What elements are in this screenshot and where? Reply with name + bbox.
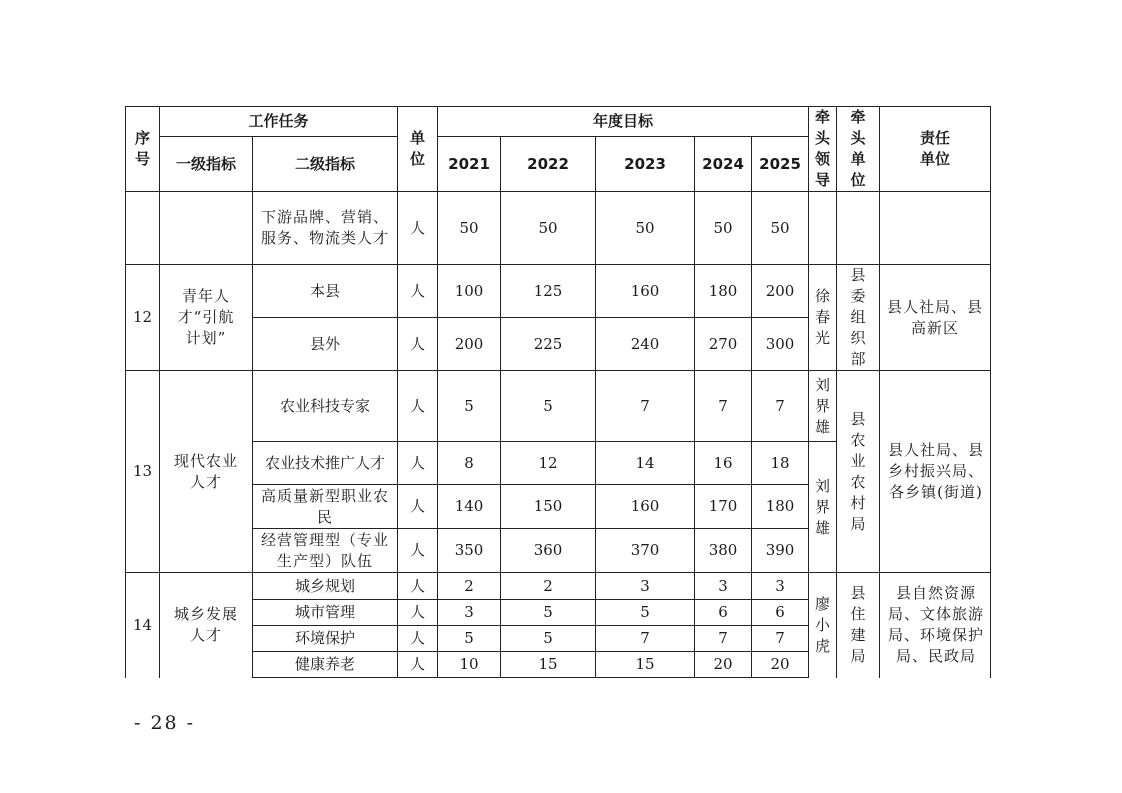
level1-cell: 青年人才“引航计划” [160,265,253,371]
value-cell: 390 [752,529,809,573]
header-year: 2021 [438,137,501,192]
value-cell: 5 [501,626,596,652]
value-cell: 5 [501,371,596,442]
header-task: 工作任务 [160,107,398,137]
level2-cell: 农业科技专家 [253,371,398,442]
header-unit: 单位 [398,107,438,192]
value-cell: 7 [752,626,809,652]
value-cell: 2 [501,573,596,600]
value-cell: 160 [596,265,695,318]
leader-cell: 廖小虎 [809,573,837,678]
level1-cell [160,192,253,265]
value-cell: 50 [752,192,809,265]
value-cell: 12 [501,442,596,485]
unit-cell: 人 [398,652,438,678]
unit-cell: 人 [398,265,438,318]
level2-cell: 高质量新型职业农民 [253,485,398,529]
value-cell: 14 [596,442,695,485]
value-cell: 15 [501,652,596,678]
level2-cell: 城乡规划 [253,573,398,600]
value-cell: 5 [438,626,501,652]
level2-cell: 城市管理 [253,600,398,626]
level2-cell: 下游品牌、营销、服务、物流类人才 [253,192,398,265]
seq-cell: 14 [126,573,160,678]
value-cell: 150 [501,485,596,529]
header-seq: 序号 [126,107,160,192]
header-lead-unit: 牵头单位 [837,107,880,192]
seq-cell: 12 [126,265,160,371]
value-cell: 16 [695,442,752,485]
table-row [126,265,991,318]
value-cell: 3 [752,573,809,600]
value-cell: 370 [596,529,695,573]
header-row-1 [126,107,991,137]
lead-unit-cell [837,192,880,265]
level2-cell: 本县 [253,265,398,318]
value-cell: 160 [596,485,695,529]
value-cell: 200 [438,318,501,371]
table-row [126,371,991,442]
header-level2: 二级指标 [253,137,398,192]
value-cell: 3 [596,573,695,600]
level1-cell: 城乡发展人才 [160,573,253,678]
value-cell: 50 [695,192,752,265]
level1-cell: 现代农业人才 [160,371,253,573]
value-cell: 6 [695,600,752,626]
value-cell: 240 [596,318,695,371]
value-cell: 50 [596,192,695,265]
table-row [126,573,991,600]
value-cell: 50 [438,192,501,265]
header-year: 2023 [596,137,695,192]
value-cell: 200 [752,265,809,318]
header-year: 2025 [752,137,809,192]
header-annual-target: 年度目标 [438,107,809,137]
unit-cell: 人 [398,529,438,573]
unit-cell: 人 [398,371,438,442]
header-resp-unit: 责任单位 [880,107,991,192]
leader-cell [809,192,837,265]
value-cell: 2 [438,573,501,600]
value-cell: 7 [596,371,695,442]
value-cell: 7 [752,371,809,442]
lead-unit-cell: 县委组织部 [837,265,880,371]
value-cell: 350 [438,529,501,573]
leader-cell: 刘界雄 [809,371,837,442]
lead-unit-cell: 县农业农村局 [837,371,880,573]
level2-cell: 县外 [253,318,398,371]
level2-cell: 经营管理型（专业生产型）队伍 [253,529,398,573]
value-cell: 140 [438,485,501,529]
value-cell: 270 [695,318,752,371]
value-cell: 5 [438,371,501,442]
value-cell: 380 [695,529,752,573]
value-cell: 5 [501,600,596,626]
value-cell: 125 [501,265,596,318]
value-cell: 170 [695,485,752,529]
value-cell: 180 [695,265,752,318]
level2-cell: 健康养老 [253,652,398,678]
value-cell: 6 [752,600,809,626]
value-cell: 180 [752,485,809,529]
value-cell: 10 [438,652,501,678]
header-lead-leader: 牵头领导 [809,107,837,192]
value-cell: 3 [695,573,752,600]
unit-cell: 人 [398,318,438,371]
header-year: 2024 [695,137,752,192]
level2-cell: 环境保护 [253,626,398,652]
value-cell: 15 [596,652,695,678]
resp-cell: 县人社局、县乡村振兴局、各乡镇(街道) [880,371,991,573]
leader-cell: 刘界雄 [809,442,837,573]
value-cell: 360 [501,529,596,573]
level2-cell: 农业技术推广人才 [253,442,398,485]
value-cell: 100 [438,265,501,318]
lead-unit-cell: 县住建局 [837,573,880,678]
target-table [125,106,991,678]
value-cell: 50 [501,192,596,265]
table-row [126,192,991,265]
unit-cell: 人 [398,442,438,485]
resp-cell: 县人社局、县高新区 [880,265,991,371]
unit-cell: 人 [398,573,438,600]
resp-cell: 县自然资源局、文体旅游局、环境保护局、民政局 [880,573,991,678]
header-year: 2022 [501,137,596,192]
value-cell: 18 [752,442,809,485]
unit-cell: 人 [398,192,438,265]
seq-cell: 13 [126,371,160,573]
value-cell: 3 [438,600,501,626]
value-cell: 5 [596,600,695,626]
value-cell: 7 [695,626,752,652]
value-cell: 7 [695,371,752,442]
value-cell: 8 [438,442,501,485]
value-cell: 20 [695,652,752,678]
unit-cell: 人 [398,600,438,626]
resp-cell [880,192,991,265]
value-cell: 20 [752,652,809,678]
seq-cell [126,192,160,265]
page-number: - 28 - [134,712,196,734]
value-cell: 7 [596,626,695,652]
leader-cell: 徐春光 [809,265,837,371]
header-level1: 一级指标 [160,137,253,192]
unit-cell: 人 [398,485,438,529]
value-cell: 225 [501,318,596,371]
unit-cell: 人 [398,626,438,652]
value-cell: 300 [752,318,809,371]
